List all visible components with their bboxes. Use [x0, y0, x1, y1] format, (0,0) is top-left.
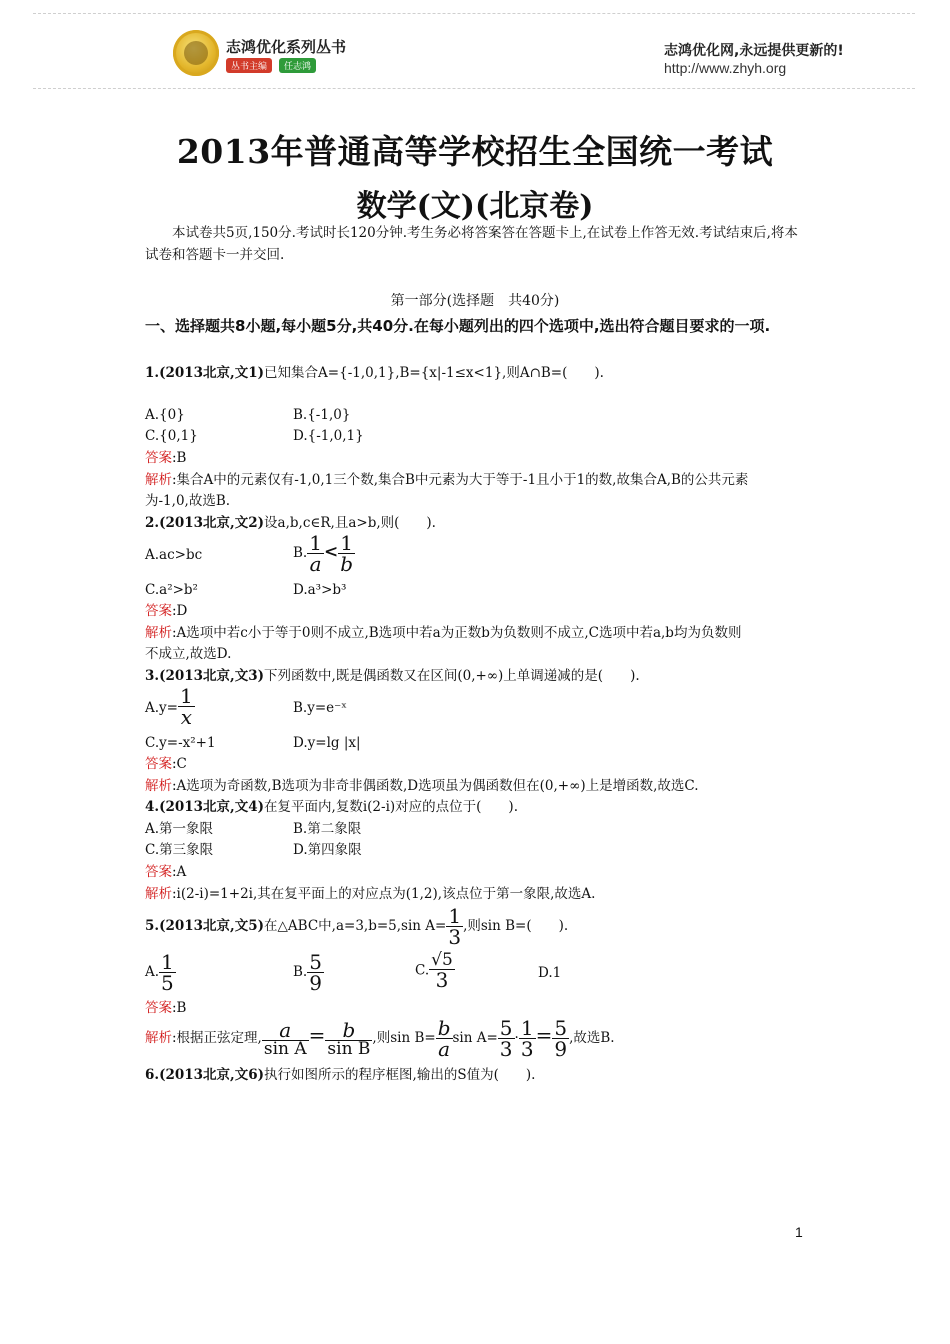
brand-logo-icon	[173, 30, 219, 76]
question-2-stem: 2.(2013北京,文2)设a,b,c∈R,且a>b,则( ).	[145, 515, 436, 531]
editor-badge-name: 任志鸿	[279, 58, 316, 73]
q3-analysis: 解析:A选项为奇函数,B选项为非奇非偶函数,D选项虽为偶函数但在(0,+∞)上是增函数,故选C.	[145, 778, 699, 794]
q2-option-d: D.a³>b³	[293, 582, 347, 598]
q3-option-a: A.y= $\frac{1}{x}$	[145, 684, 193, 729]
q3-option-d: D.y=lg |x|	[293, 735, 361, 751]
q5-option-a: A. $\frac{1}{5}$	[145, 950, 174, 995]
section-title: 一、选择题共8小题,每小题5分,共40分.在每小题列出的四个选项中,选出符合题目要求的一项.	[145, 317, 771, 335]
q4-answer: 答案:A	[145, 864, 187, 880]
q1-analysis-cont: 为-1,0,故选B.	[145, 493, 231, 509]
q3-answer: 答案:C	[145, 756, 187, 772]
page-number: 1	[795, 1224, 803, 1240]
q1-option-b: B.{-1,0}	[293, 407, 351, 423]
q5-answer: 答案:B	[145, 1000, 187, 1016]
q4-option-d: D.第四象限	[293, 842, 362, 858]
q3-option-b: B.y=e⁻ˣ	[293, 700, 347, 716]
brand-name: 志鸿优化系列丛书	[226, 38, 347, 56]
q1-option-d: D.{-1,0,1}	[293, 428, 364, 444]
exam-instructions: 本试卷共5页,150分.考试时长120分钟.考生务必将答案答在答题卡上,在试卷上作答无效.考试结束后,将本试卷和答题卡一并交回.	[145, 225, 798, 263]
header-url[interactable]: http://www.zhyh.org	[664, 60, 787, 76]
question-5-stem: 5.(2013北京,文5)在△ABC中,a=3,b=5,sin A= $\frac{1}{3}$ ,则sin B=( ).	[145, 904, 569, 949]
q5-option-b: B. $\frac{5}{9}$	[293, 950, 322, 995]
q2-option-b: B. $\frac{1}{a}$ < $\frac{1}{b}$	[293, 531, 354, 576]
q5-option-c: C. $\frac{√5}{3}$	[415, 950, 453, 992]
q5-analysis: 解析:根据正弦定理, $\frac{a}{\text{sin A}}$ = $\frac{b}{\text{sin B}}$ ,则sin B= $\frac{b}{a}$ sin A= $\frac{5}{3}$ · $\frac{1}{3}$ = $\frac{5}{9}$ ,故选B.	[145, 1016, 615, 1061]
question-6-stem: 6.(2013北京,文6)执行如图所示的程序框图,输出的S值为( ).	[145, 1067, 536, 1083]
editor-badge-label: 丛书主编	[226, 58, 272, 73]
q1-option-c: C.{0,1}	[145, 428, 198, 444]
question-4-stem: 4.(2013北京,文4)在复平面内,复数i(2-i)对应的点位于( ).	[145, 799, 518, 815]
q2-option-a: A.ac>bc	[145, 547, 203, 563]
q1-analysis: 解析:集合A中的元素仅有-1,0,1三个数,集合B中元素为大于等于-1且小于1的数,故集合A,B的公共元素	[145, 472, 749, 488]
q4-option-b: B.第二象限	[293, 821, 362, 837]
part-title: 第一部分(选择题 共40分)	[390, 293, 560, 309]
header-bottom-rule	[33, 88, 915, 89]
exam-subtitle: 数学(文)(北京卷)	[356, 189, 594, 224]
q1-answer: 答案:B	[145, 450, 187, 466]
q1-option-a: A.{0}	[145, 407, 185, 423]
q2-option-c: C.a²>b²	[145, 582, 198, 598]
exam-title: 2013年普通高等学校招生全国统一考试	[176, 132, 774, 171]
q5-option-d: D.1	[538, 965, 562, 981]
question-1-source: 1.(2013北京,文1)	[145, 365, 265, 381]
header-top-rule	[33, 13, 915, 14]
q4-option-a: A.第一象限	[145, 821, 214, 837]
question-3-stem: 3.(2013北京,文3)下列函数中,既是偶函数又在区间(0,+∞)上单调递减的是( ).	[145, 668, 640, 684]
question-1-stem: 1.(2013北京,文1)已知集合A={-1,0,1},B={x|-1≤x<1},则A∩B=( ).	[145, 365, 604, 381]
q2-answer: 答案:D	[145, 603, 188, 619]
q2-analysis: 解析:A选项中若c小于等于0则不成立,B选项中若a为正数b为负数则不成立,C选项中若a,b均为负数则	[145, 625, 742, 641]
q4-analysis: 解析:i(2-i)=1+2i,其在复平面上的对应点为(1,2),该点位于第一象限,故选A.	[145, 886, 596, 902]
q2-analysis-cont: 不成立,故选D.	[145, 646, 232, 662]
q3-option-c: C.y=-x²+1	[145, 735, 216, 751]
q4-option-c: C.第三象限	[145, 842, 214, 858]
header-slogan: 志鸿优化网,永远提供更新的!	[664, 43, 844, 59]
